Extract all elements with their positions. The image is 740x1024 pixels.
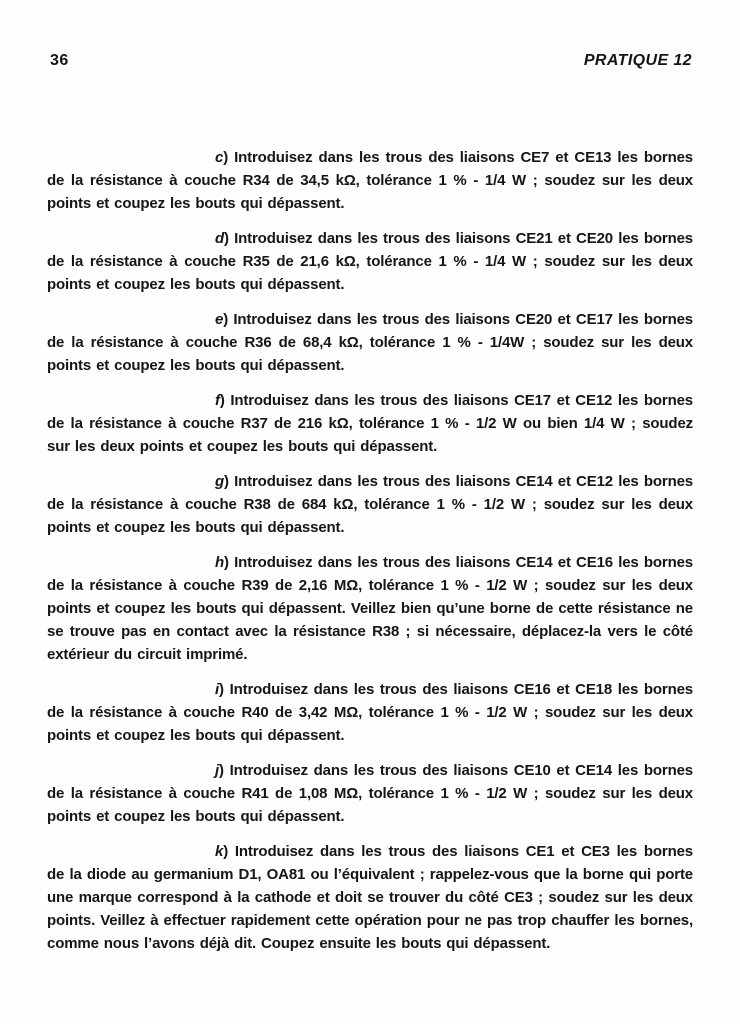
running-title: PRATIQUE 12 — [583, 52, 692, 69]
paragraph-k — [47, 840, 693, 955]
paragraph-text: ) Introduisez dans les trous des liaisons CE20 et CE17 les bornes de la résistance à couche R36 de 68,4 kΩ, tolérance 1 % - 1/4W ; soudez sur les deux points et coupez les bouts qui dépassent. — [47, 311, 693, 374]
paragraph-text: ) Introduisez dans les trous des liaisons CE10 et CE14 les bornes de la résistance à couche R41 de 1,08 MΩ, tolérance 1 % - 1/2 W ; soudez sur les deux points et coupez les bouts qui dépassent. — [47, 762, 693, 825]
paragraph-marker: h — [215, 554, 225, 571]
paragraph-d — [47, 227, 693, 296]
paragraph-text: ) Introduisez dans les trous des liaisons CE16 et CE18 les bornes de la résistance à couche R40 de 3,42 MΩ, tolérance 1 % - 1/2 W ; soudez sur les deux points et coupez les bouts qui dépassent. — [47, 681, 693, 744]
paragraph-c — [47, 146, 693, 215]
paragraph-text: ) Introduisez dans les trous des liaisons CE14 et CE12 les bornes de la résistance à couche R38 de 684 kΩ, tolérance 1 % - 1/2 W ; soudez sur les deux points et coupez les bouts qui dépassent. — [47, 473, 693, 536]
page-body — [47, 146, 693, 967]
paragraph-f — [47, 389, 693, 458]
paragraph-marker: c — [215, 149, 224, 166]
paragraph-j — [47, 759, 693, 828]
paragraph-marker: f — [215, 392, 220, 409]
paragraph-text: ) Introduisez dans les trous des liaisons CE1 et CE3 les bornes de la diode au germanium D1, OA81 ou l’équivalent ; rappelez-vous que la borne qui porte une marque correspond à la cathode et doit se trouver du côté CE3 ; soudez sur les deux points. Veillez à effectuer rapidement cette opération pour ne pas trop chauffer les bornes, comme nous l’avons déjà dit. Coupez ensuite les bouts qui dépassent. — [47, 843, 693, 952]
paragraph-text: ) Introduisez dans les trous des liaisons CE14 et CE16 les bornes de la résistance à couche R39 de 2,16 MΩ, tolérance 1 % - 1/2 W ; soudez sur les deux points et coupez les bouts qui dépassent. Veillez bien qu’une borne de cette résistance ne se trouve pas en contact avec la résistance R38 ; si nécessaire, déplacez-la vers le côté extérieur du circuit imprimé. — [47, 554, 693, 663]
page-header — [50, 52, 692, 70]
paragraph-g — [47, 470, 693, 539]
paragraph-marker: d — [215, 230, 225, 247]
paragraph-text: ) Introduisez dans les trous des liaisons CE17 et CE12 les bornes de la résistance à couche R37 de 216 kΩ, tolérance 1 % - 1/2 W ou bien 1/4 W ; soudez sur les deux points et coupez les bouts qui dépassent. — [47, 392, 693, 455]
paragraph-e — [47, 308, 693, 377]
page-number: 36 — [50, 52, 69, 69]
paragraph-marker: g — [215, 473, 225, 490]
paragraph-marker: j — [215, 762, 220, 779]
paragraph-marker: i — [215, 681, 220, 698]
paragraph-marker: e — [215, 311, 224, 328]
paragraph-h — [47, 551, 693, 666]
paragraph-text: ) Introduisez dans les trous des liaisons CE7 et CE13 les bornes de la résistance à couche R34 de 34,5 kΩ, tolérance 1 % - 1/4 W ; soudez sur les deux points et coupez les bouts qui dépassent. — [47, 149, 693, 212]
paragraph-marker: k — [215, 843, 224, 860]
paragraph-text: ) Introduisez dans les trous des liaisons CE21 et CE20 les bornes de la résistance à couche R35 de 21,6 kΩ, tolérance 1 % - 1/4 W ; soudez sur les deux points et coupez les bouts qui dépassent. — [47, 230, 693, 293]
paragraph-i — [47, 678, 693, 747]
